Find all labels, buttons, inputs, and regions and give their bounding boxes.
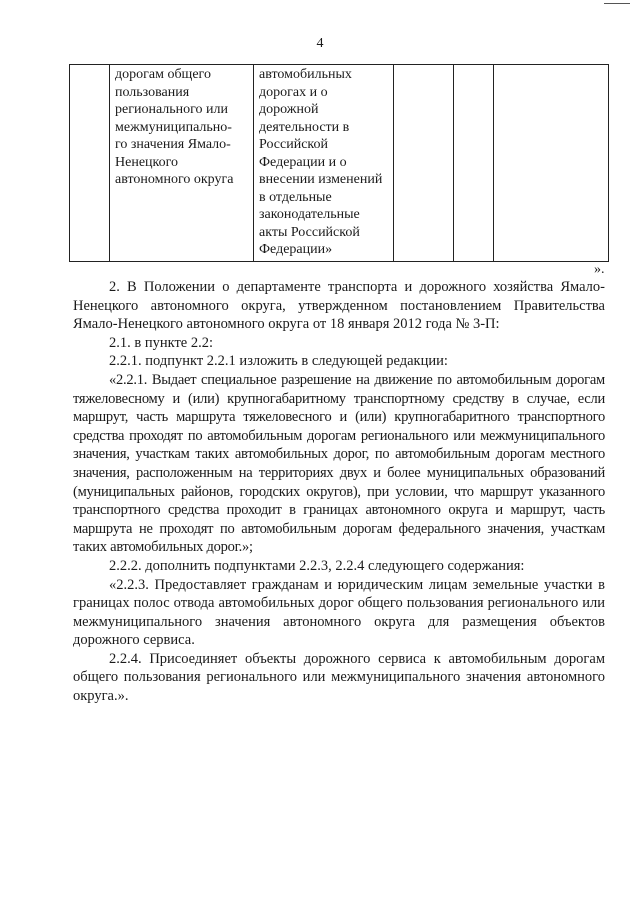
document-body <box>73 278 605 706</box>
cell-line: дорогам общего <box>115 67 211 82</box>
table-cell-2 <box>110 65 254 262</box>
cell-line: автономного округа <box>115 172 234 187</box>
cell-line: пользования <box>115 84 190 100</box>
table-cell-1 <box>70 65 110 262</box>
cell-line: межмуниципально- <box>115 119 232 135</box>
table-cell-6 <box>494 65 609 262</box>
paragraph-2-2-4: 2.2.4. Присоединяет объекты дорожного сервиса к автомобильным дорогам общего пользования регионального или межмуниципального значения автономного округа.». <box>73 650 605 705</box>
cell-line: го значения Ямало- <box>115 137 231 152</box>
cell-line: Федерации и о <box>259 154 347 170</box>
cell-line: автомобильных <box>259 67 352 82</box>
paragraph-2-2-1: 2.2.1. подпункт 2.2.1 изложить в следующей редакции: <box>109 353 448 370</box>
cell-line: дорогах и о <box>259 84 328 100</box>
paragraph-2-2-3: «2.2.3. Предоставляет гражданам и юридическим лицам земельные участки в границах полос отвода автомобильных дорог общего пользования регионального или межмуниципального значения автономного округа для размещения объектов дорожного сервиса. <box>73 576 605 649</box>
cell-line: дорожной <box>259 102 319 117</box>
table-cell-5 <box>454 65 494 262</box>
table-row <box>70 65 609 262</box>
table-cell-4 <box>394 65 454 262</box>
cell-line: акты Российской <box>259 224 360 240</box>
corner-mark <box>604 0 630 4</box>
cell-line: регионального или <box>115 102 229 117</box>
continued-table <box>69 64 609 262</box>
cell-line: внесении изменений <box>259 172 383 187</box>
cell-line: Ненецкого <box>115 154 179 170</box>
paragraph-2: 2. В Положении о департаменте транспорта и дорожного хозяйства Ямало-Ненецкого автономного округа, утвержденном постановлением Правительства Ямало-Ненецкого автономного округа от 18 января 2012 года № 3-П: <box>73 279 605 333</box>
cell-line: Российской <box>259 137 328 152</box>
paragraph-2-1: 2.1. в пункте 2.2: <box>109 334 214 351</box>
cell-line: законодательные <box>259 207 360 222</box>
cell-line: в отдельные <box>259 189 332 205</box>
page-number: 4 <box>316 36 324 51</box>
cell-line: деятельности в <box>259 119 350 135</box>
paragraph-2-2-1-text: «2.2.1. Выдает специальное разрешение на движение по автомобильным дорогам тяжеловесному и (или) крупногабаритному транспортному средству в случае, если маршрут, часть маршрута тяжеловесного и (или) крупногабаритного транспортного средства проходят по автомобильным дорогам регионального или межмуниципального значения, участкам таких автомобильных дорог, по автомобильным дорогам местного значения, расположенным на территориях двух и более муниципальных образований (муниципальных районов, городских округов), при условии, что маршрут указанного транспортного средства проходит в границах автономного округа и маршрут, часть маршрута не проходят по автомобильным дорогам федерального значения, участкам таких автомобильных дорог.»; <box>73 371 605 556</box>
table-cell-3 <box>254 65 394 262</box>
paragraph-2-2-2: 2.2.2. дополнить подпунктами 2.2.3, 2.2.4 следующего содержания: <box>109 557 525 574</box>
table-closing-quote: ». <box>594 262 605 277</box>
cell-line: Федерации» <box>259 242 333 257</box>
